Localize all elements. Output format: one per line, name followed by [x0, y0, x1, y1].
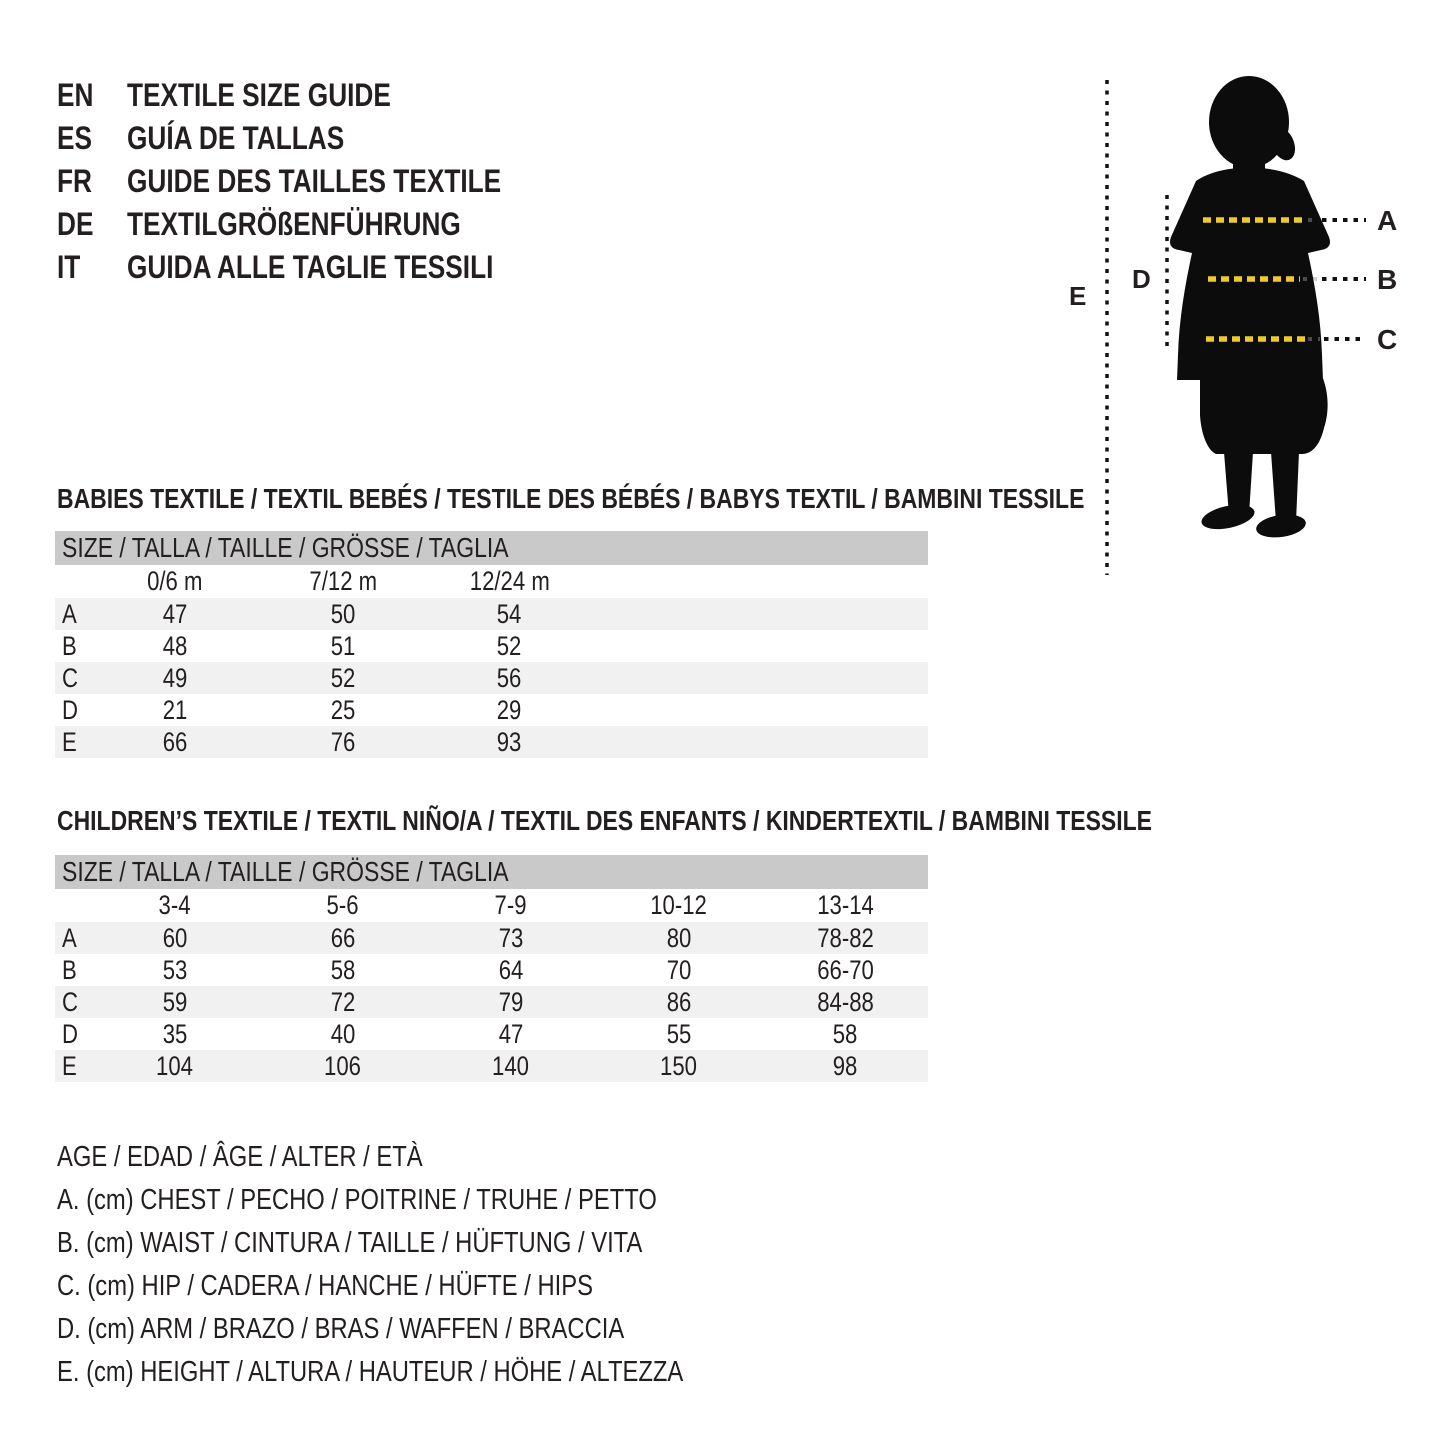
table-cell: 25	[330, 694, 356, 725]
height-label: E	[1069, 281, 1087, 311]
legend-line-age: AGE / EDAD / ÂGE / ALTER / ETÀ	[57, 1141, 423, 1173]
table-cell: 21	[162, 694, 188, 725]
language-code: EN	[57, 77, 94, 113]
table-cell: 70	[666, 954, 692, 985]
row-label: C	[62, 662, 78, 693]
row-label: C	[62, 986, 78, 1017]
children-size-table	[55, 855, 928, 1082]
language-code: FR	[57, 163, 92, 199]
guide-title-es: GUÍA DE TALLAS	[127, 120, 345, 156]
table-cell: 47	[498, 1018, 524, 1049]
measurement-legend	[57, 1136, 821, 1394]
language-row-es	[57, 117, 583, 160]
row-label: A	[62, 922, 77, 953]
table-row-d	[55, 1018, 928, 1050]
column-header: 3-4	[158, 890, 192, 920]
table-cell: 86	[666, 986, 692, 1017]
table-cell: 140	[492, 1050, 530, 1081]
table-cell: 73	[498, 922, 524, 953]
table-cell: 64	[498, 954, 524, 985]
table-cell: 48	[162, 630, 188, 661]
row-label: B	[62, 954, 77, 985]
table-cell: 106	[324, 1050, 362, 1081]
table-row-a	[55, 922, 928, 954]
table-cell: 84-88	[817, 986, 874, 1017]
language-code: ES	[57, 120, 93, 156]
table-cell: 66	[330, 922, 356, 953]
table-cell: 51	[330, 630, 356, 661]
table-cell: 47	[162, 598, 188, 629]
language-row-de	[57, 203, 583, 246]
waist-label: B	[1377, 264, 1398, 295]
babies-size-table	[55, 531, 928, 758]
row-label: D	[62, 1018, 78, 1049]
table-row-e	[55, 1050, 928, 1082]
table-cell: 50	[330, 598, 356, 629]
column-header: 12/24 m	[469, 566, 550, 596]
table-cell: 49	[162, 662, 188, 693]
babies-size-header-bar	[55, 531, 928, 565]
guide-title-de: TEXTILGRÖßENFÜHRUNG	[127, 206, 461, 242]
table-cell: 58	[330, 954, 356, 985]
babies-column-header-row	[55, 565, 928, 598]
legend-line-height: E. (cm) HEIGHT / ALTURA / HAUTEUR / HÖHE / ALTEZZA	[57, 1356, 684, 1388]
table-cell: 98	[833, 1050, 858, 1081]
size-header-label: SIZE / TALLA / TAILLE / GRÖSSE / TAGLIA	[62, 856, 509, 887]
column-header: 7-9	[494, 890, 528, 920]
language-row-it	[57, 246, 583, 289]
column-header: 7/12 m	[309, 566, 377, 596]
babies-section-title: BABIES TEXTILE / TEXTIL BEBÉS / TESTILE DES BÉBÉS / BABYS TEXTIL / BAMBINI TESSILE	[57, 483, 1085, 514]
table-cell: 55	[666, 1018, 692, 1049]
arm-label: D	[1132, 264, 1151, 294]
table-cell: 72	[330, 986, 356, 1017]
language-row-fr	[57, 160, 583, 203]
table-cell: 66-70	[817, 954, 874, 985]
table-cell: 52	[330, 662, 356, 693]
table-cell: 35	[162, 1018, 188, 1049]
table-row-b	[55, 630, 928, 662]
chest-label: A	[1377, 205, 1398, 236]
table-cell: 53	[162, 954, 188, 985]
table-cell: 79	[498, 986, 524, 1017]
table-row-a	[55, 598, 928, 630]
table-cell: 58	[833, 1018, 858, 1049]
table-cell: 29	[497, 694, 522, 725]
silhouette-right-shoe	[1255, 512, 1308, 541]
hip-label: C	[1377, 324, 1398, 355]
table-cell: 59	[162, 986, 188, 1017]
table-cell: 54	[497, 598, 522, 629]
table-cell: 66	[162, 726, 188, 757]
table-cell: 93	[497, 726, 522, 757]
row-label: D	[62, 694, 78, 725]
table-row-b	[55, 954, 928, 986]
silhouette-shorts	[1200, 376, 1328, 454]
row-label: E	[62, 1050, 77, 1081]
table-cell: 104	[156, 1050, 194, 1081]
language-code: IT	[57, 249, 81, 285]
guide-title-it: GUIDA ALLE TAGLIE TESSILI	[127, 249, 494, 285]
table-row-e	[55, 726, 928, 758]
table-cell: 60	[162, 922, 188, 953]
column-header: 5-6	[326, 890, 360, 920]
column-header: 0/6 m	[147, 566, 203, 596]
column-header: 10-12	[650, 890, 708, 920]
child-silhouette-figure	[1050, 60, 1445, 600]
children-column-header-row	[55, 889, 928, 922]
children-size-header-bar	[55, 855, 928, 889]
legend-line-chest: A. (cm) CHEST / PECHO / POITRINE / TRUHE / PETTO	[57, 1184, 657, 1216]
legend-line-arm: D. (cm) ARM / BRAZO / BRAS / WAFFEN / BRACCIA	[57, 1313, 625, 1345]
silhouette-shapes	[1170, 76, 1330, 540]
row-label: E	[62, 726, 77, 757]
row-label: A	[62, 598, 77, 629]
table-cell: 76	[330, 726, 356, 757]
language-code: DE	[57, 206, 94, 242]
table-cell: 80	[666, 922, 692, 953]
table-row-d	[55, 694, 928, 726]
table-cell: 150	[660, 1050, 698, 1081]
table-row-c	[55, 662, 928, 694]
guide-title-en: TEXTILE SIZE GUIDE	[127, 77, 391, 113]
size-header-label: SIZE / TALLA / TAILLE / GRÖSSE / TAGLIA	[62, 532, 509, 563]
silhouette-hand	[1185, 336, 1209, 380]
table-cell: 56	[497, 662, 522, 693]
legend-line-hip: C. (cm) HIP / CADERA / HANCHE / HÜFTE / HIPS	[57, 1270, 593, 1302]
table-cell: 78-82	[817, 922, 874, 953]
guide-title-fr: GUIDE DES TAILLES TEXTILE	[127, 163, 502, 199]
column-header: 13-14	[817, 890, 874, 920]
language-row-en	[57, 74, 583, 117]
legend-line-waist: B. (cm) WAIST / CINTURA / TAILLE / HÜFTUNG / VITA	[57, 1227, 643, 1259]
row-label: B	[62, 630, 77, 661]
children-section-title: CHILDREN’S TEXTILE / TEXTIL NIÑO/A / TEXTIL DES ENFANTS / KINDERTEXTIL / BAMBINI TESSILE	[57, 805, 1152, 836]
table-row-c	[55, 986, 928, 1018]
table-cell: 40	[330, 1018, 356, 1049]
table-cell: 52	[497, 630, 522, 661]
language-title-block	[57, 74, 583, 289]
